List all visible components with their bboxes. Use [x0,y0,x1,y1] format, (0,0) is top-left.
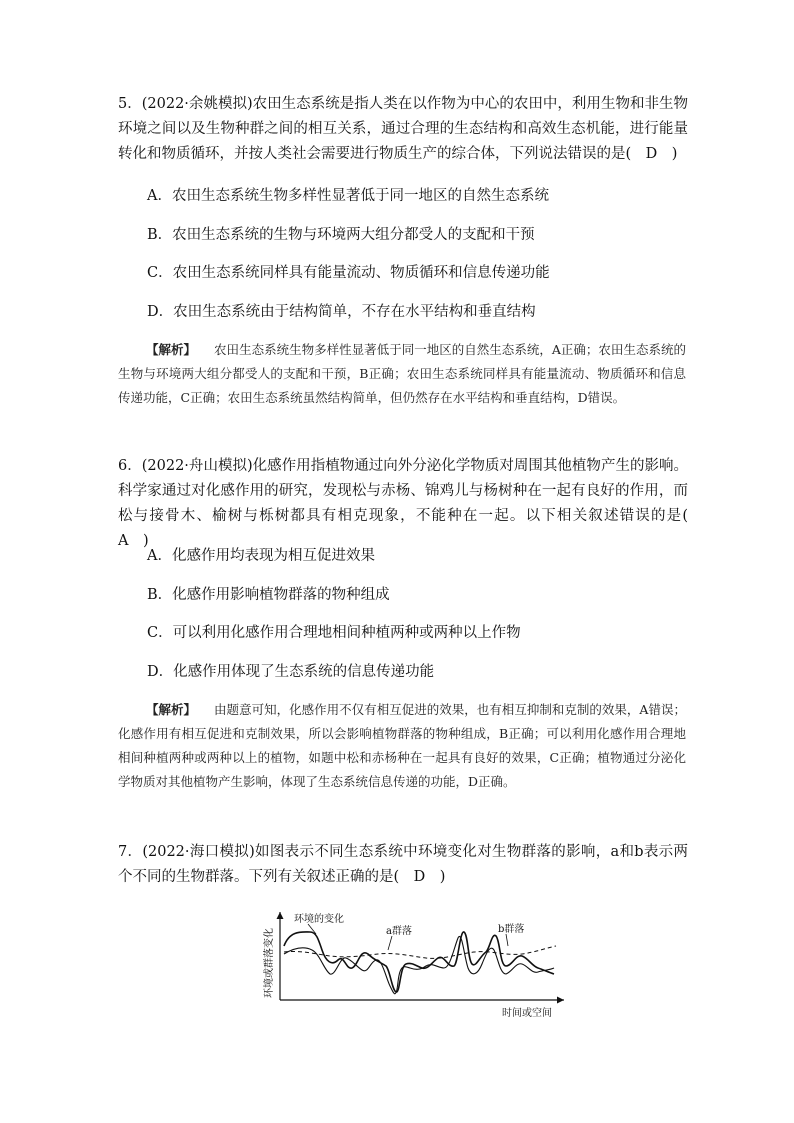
question-7-figure [250,908,580,1020]
x-axis-label: 时间或空间 [502,1008,552,1019]
analysis-text: 由题意可知，化感作用不仅有相互促进的效果，也有相互抑制和克制的效果，A错误；化感作用有相互促进和克制效果，所以会影响植物群落的物种组成，B正确；可以利用化感作用合理地相间种植两种或两种以上的植物，如题中松和赤杨种在一起具有良好的效果，C正确；植物通过分泌化学物质对其他植物产生影响，体现了生态系统信息传递的功能，D正确。 [118,702,686,789]
question-5-stem: 5．(2022·余姚模拟)农田生态系统是指人类在以作物为中心的农田中，利用生物和非生物环境之间以及生物种群之间的相互关系，通过合理的生态结构和高效生态机能，进行能量转化和物质循环，并按人类社会需要进行物质生产的综合体，下列说法错误的是( D ) [118,96,688,162]
label-community-a: a群落 [386,926,412,937]
environment-change-curve [284,932,554,992]
question-5-analysis [118,338,686,410]
analysis-tag: 【解析】 [146,702,197,717]
label-environment: 环境的变化 [294,914,344,925]
question-5-option-b: B．农田生态系统的生物与环境两大组分都受人的支配和干预 [147,227,535,243]
y-axis-label: 环境或群落变化 [264,928,275,998]
question-6-analysis [118,698,686,794]
question-6-option-d: D．化感作用体现了生态系统的信息传递功能 [147,664,435,680]
label-community-b: b群落 [498,924,525,935]
question-6-option-b: B．化感作用影响植物群落的物种组成 [147,587,390,603]
question-6-option-c: C．可以利用化感作用合理地相间种植两种或两种以上作物 [147,625,521,641]
question-6-option-a: A．化感作用均表现为相互促进效果 [147,548,375,564]
analysis-text: 农田生态系统生物多样性显著低于同一地区的自然生态系统，A正确；农田生态系统的生物与环境两大组分都受人的支配和干预，B正确；农田生态系统同样具有能量流动、物质循环和信息传递功能，C正确；农田生态系统虽然结构简单，但仍然存在水平结构和垂直结构，D错误。 [118,342,686,405]
question-5-option-d: D．农田生态系统由于结构简单，不存在水平结构和垂直结构 [147,304,536,320]
question-5-option-c: C．农田生态系统同样具有能量流动、物质循环和信息传递功能 [147,265,550,281]
question-7-stem: 7．(2022·海口模拟)如图表示不同生态系统中环境变化对生物群落的影响，a和b表示两个不同的生物群落。下列有关叙述正确的是( D ) [118,844,688,885]
question-5-option-a: A．农田生态系统生物多样性显著低于同一地区的自然生态系统 [147,188,549,204]
pointer-community-b [506,934,508,946]
analysis-tag: 【解析】 [146,342,197,357]
pointer-community-a [388,936,392,950]
community-a-curve [284,936,554,993]
question-6-stem: 6．(2022·舟山模拟)化感作用指植物通过向外分泌化学物质对周围其他植物产生的影响。科学家通过对化感作用的研究，发现松与赤杨、锦鸡儿与杨树种在一起有良好的作用，而松与接骨木、榆树与栎树都具有相克现象，不能种在一起。以下相关叙述错误的是( A ) [118,458,703,549]
